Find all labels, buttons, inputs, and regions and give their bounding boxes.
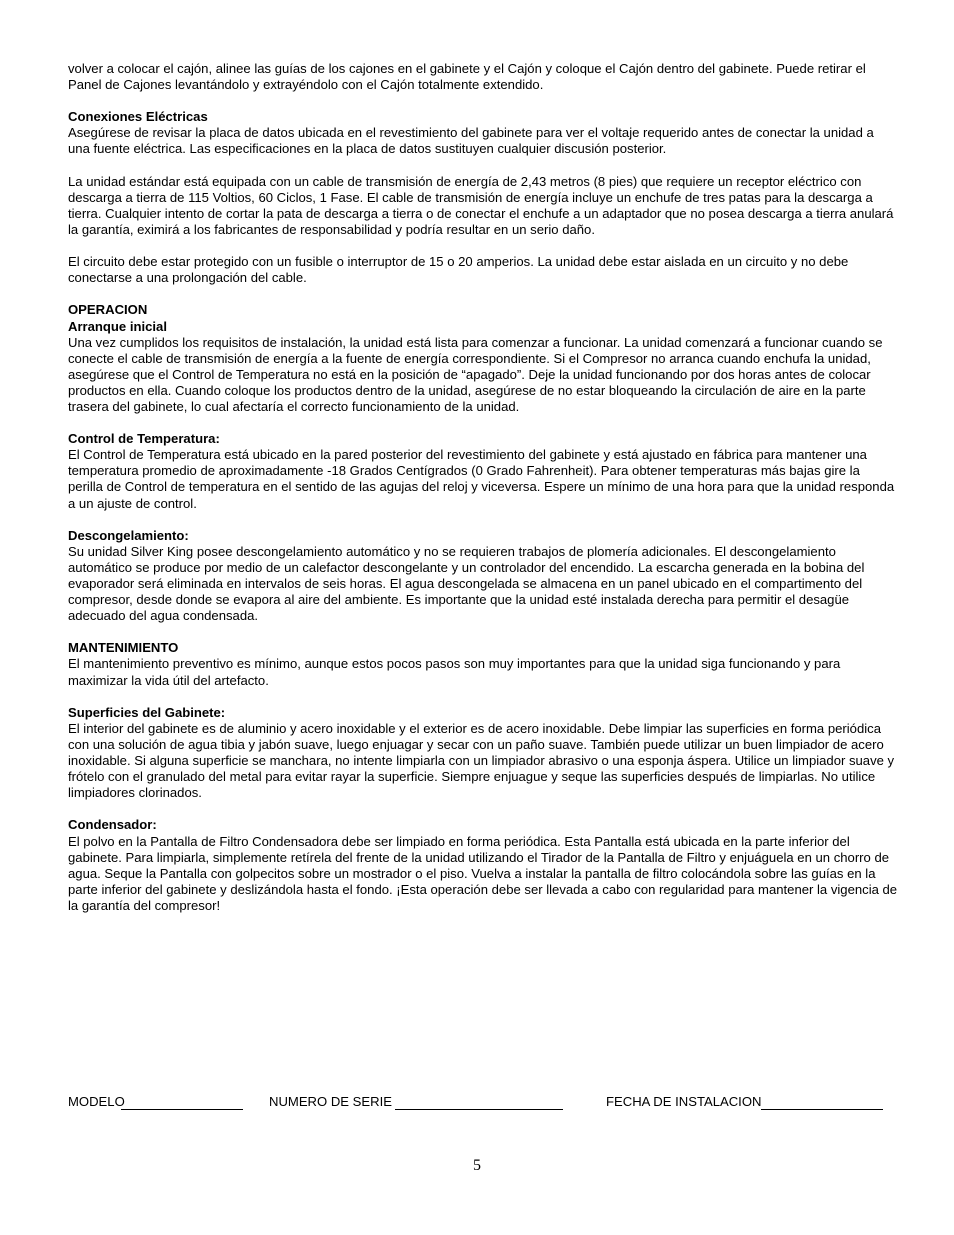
serial-label: NUMERO DE SERIE	[269, 1094, 392, 1109]
temperature-paragraph: El Control de Temperatura está ubicado en la pared posterior del revestimiento del gabinete y está ajustado en fábrica para mantener una temperatura promedio de aproximadamente -18 Grados Centígrados (0 Grado Fahrenheit). Para obtener temperaturas más bajas gire la perilla de Control de temperatura en el sentido de las agujas del reloj y viceversa. Espere un mínimo de una hora para que la unidad responda a un ajuste de control.	[68, 447, 895, 511]
electrical-heading: Conexiones Eléctricas	[68, 109, 208, 125]
defrost-paragraph: Su unidad Silver King posee descongelamiento automático y no se requieren trabajos de plomería adicionales. El descongelamiento automático se produce por medio de un calefactor descongelante y un controlador del encendido. La escarcha generada en la bobina del evaporador será eliminada en intervalos de seis horas. El agua descongelada se almacena en un panel ubicado en el compartimento del compresor, desde donde se evapora al aire del ambiente. Es importante que la unidad esté instalada derecha para permitir el desagüe adecuado del agua condensada.	[68, 543, 865, 624]
condenser-section	[68, 817, 898, 914]
install-date-field	[606, 1094, 883, 1110]
install-date-blank-line[interactable]	[761, 1094, 883, 1110]
surfaces-paragraph: El interior del gabinete es de aluminio y acero inoxidable y el exterior es de acero inoxidable. Debe limpiar las superficies en forma periódica con una solución de agua tibia y jabón suave, luego enjuagar y secar con un paño suave. También puede utilizar un buen limpiador de acero inoxidable. Si alguna superficie se manchara, no intente limpiarla con un limpiador abrasivo o una esponja áspera. Utilice un limpiador suave y frótelo con el granulado del metal para evitar rayar la superficie. Siempre enjuague y seque las superficies después de limpiarlas. No utilice limpiadores clorinados.	[68, 720, 895, 801]
maintenance-paragraph: El mantenimiento preventivo es mínimo, aunque estos pocos pasos son muy importantes para que la unidad siga funcionando y para maximizar la vida útil del artefacto.	[68, 656, 841, 688]
startup-paragraph: Una vez cumplidos los requisitos de instalación, la unidad está lista para comenzar a funcionar. La unidad comenzará a funcionar cuando se conecte el cable de transmisión de energía a la fuente de energía correspondiente. Si el Compresor no arranca cuando enchufa la unidad, asegúrese que el Control de Temperatura no está en la posición de “apagado”. Deje la unidad funcionando por dos horas antes de colocar productos en ella. Cuando coloque los productos dentro de la unidad, asegúrese de no estar bloqueando la circulación de aire en la parte trasera del gabinete, lo cual afectaría el correcto funcionamiento de la unidad.	[68, 334, 883, 414]
maintenance-section	[68, 640, 898, 688]
electrical-section	[68, 109, 898, 157]
electrical-paragraph-1: Asegúrese de revisar la placa de datos ubicada en el revestimiento del gabinete para ver el voltaje requerido antes de conectar la unidad a una fuente eléctrica. Las especificaciones en la placa de datos sustituyen cualquier discusión posterior.	[68, 125, 874, 157]
electrical-paragraph-3: El circuito debe estar protegido con un fusible o interruptor de 15 o 20 amperios. La unidad debe estar aislada en un circuito y no debe conectarse a una prolongación del cable.	[68, 254, 849, 286]
maintenance-heading: MANTENIMIENTO	[68, 640, 179, 656]
install-date-label: FECHA DE INSTALACION	[606, 1094, 762, 1109]
condenser-heading: Condensador:	[68, 817, 157, 833]
page-body	[68, 61, 898, 930]
footer-fields	[68, 1094, 898, 1114]
model-label: MODELO	[68, 1094, 125, 1109]
intro-paragraph: volver a colocar el cajón, alinee las guías de los cajones en el gabinete y el Cajón y coloque el Cajón dentro del gabinete. Puede retirar el Panel de Cajones levantándolo y extrayéndolo con el Cajón totalmente extendido.	[68, 61, 866, 93]
temperature-section	[68, 431, 898, 511]
defrost-section	[68, 528, 898, 625]
model-blank-line[interactable]	[121, 1094, 243, 1110]
surfaces-section	[68, 705, 898, 802]
page-number: 5	[473, 1157, 481, 1174]
electrical-paragraph-2: La unidad estándar está equipada con un cable de transmisión de energía de 2,43 metros (8 pies) que requiere un receptor eléctrico con descarga a tierra de 115 Voltios, 60 Ciclos, 1 Fase. El cable de transmisión de energía incluye un enchufe de tres patas para la descarga a tierra. Cualquier intento de cortar la pata de descarga a tierra o de conectar el enchufe a un adaptador que no posea descarga a tierra anulará la garantía, eximirá a los fabricantes de responsabilidad y podría resultar en un serio daño.	[68, 173, 894, 237]
temperature-heading: Control de Temperatura:	[68, 431, 220, 447]
operation-heading: OPERACION	[68, 302, 148, 318]
defrost-heading: Descongelamiento:	[68, 527, 189, 543]
serial-blank-line[interactable]	[395, 1094, 563, 1110]
serial-field	[269, 1094, 563, 1110]
operation-section	[68, 302, 898, 415]
startup-heading: Arranque inicial	[68, 318, 167, 334]
surfaces-heading: Superficies del Gabinete:	[68, 704, 226, 720]
model-field	[68, 1094, 243, 1110]
condenser-paragraph: El polvo en la Pantalla de Filtro Condensadora debe ser limpiado en forma periódica. Esta Pantalla está ubicada en la parte inferior del gabinete. Para limpiarla, simplemente retírela del frente de la unidad utilizando el Tirador de la Pantalla de Filtro y enjuáguela en un chorro de agua. Seque la Pantalla con golpecitos sobre un mostrador o el piso. Vuelva a instalar la pantalla de filtro colocándola sobre las guías en la parte inferior del gabinete y deslizándola hasta el fondo. ¡Esta operación debe ser llevada a cabo con regularidad para mantener la vigencia de la garantía del compresor!	[68, 833, 898, 913]
